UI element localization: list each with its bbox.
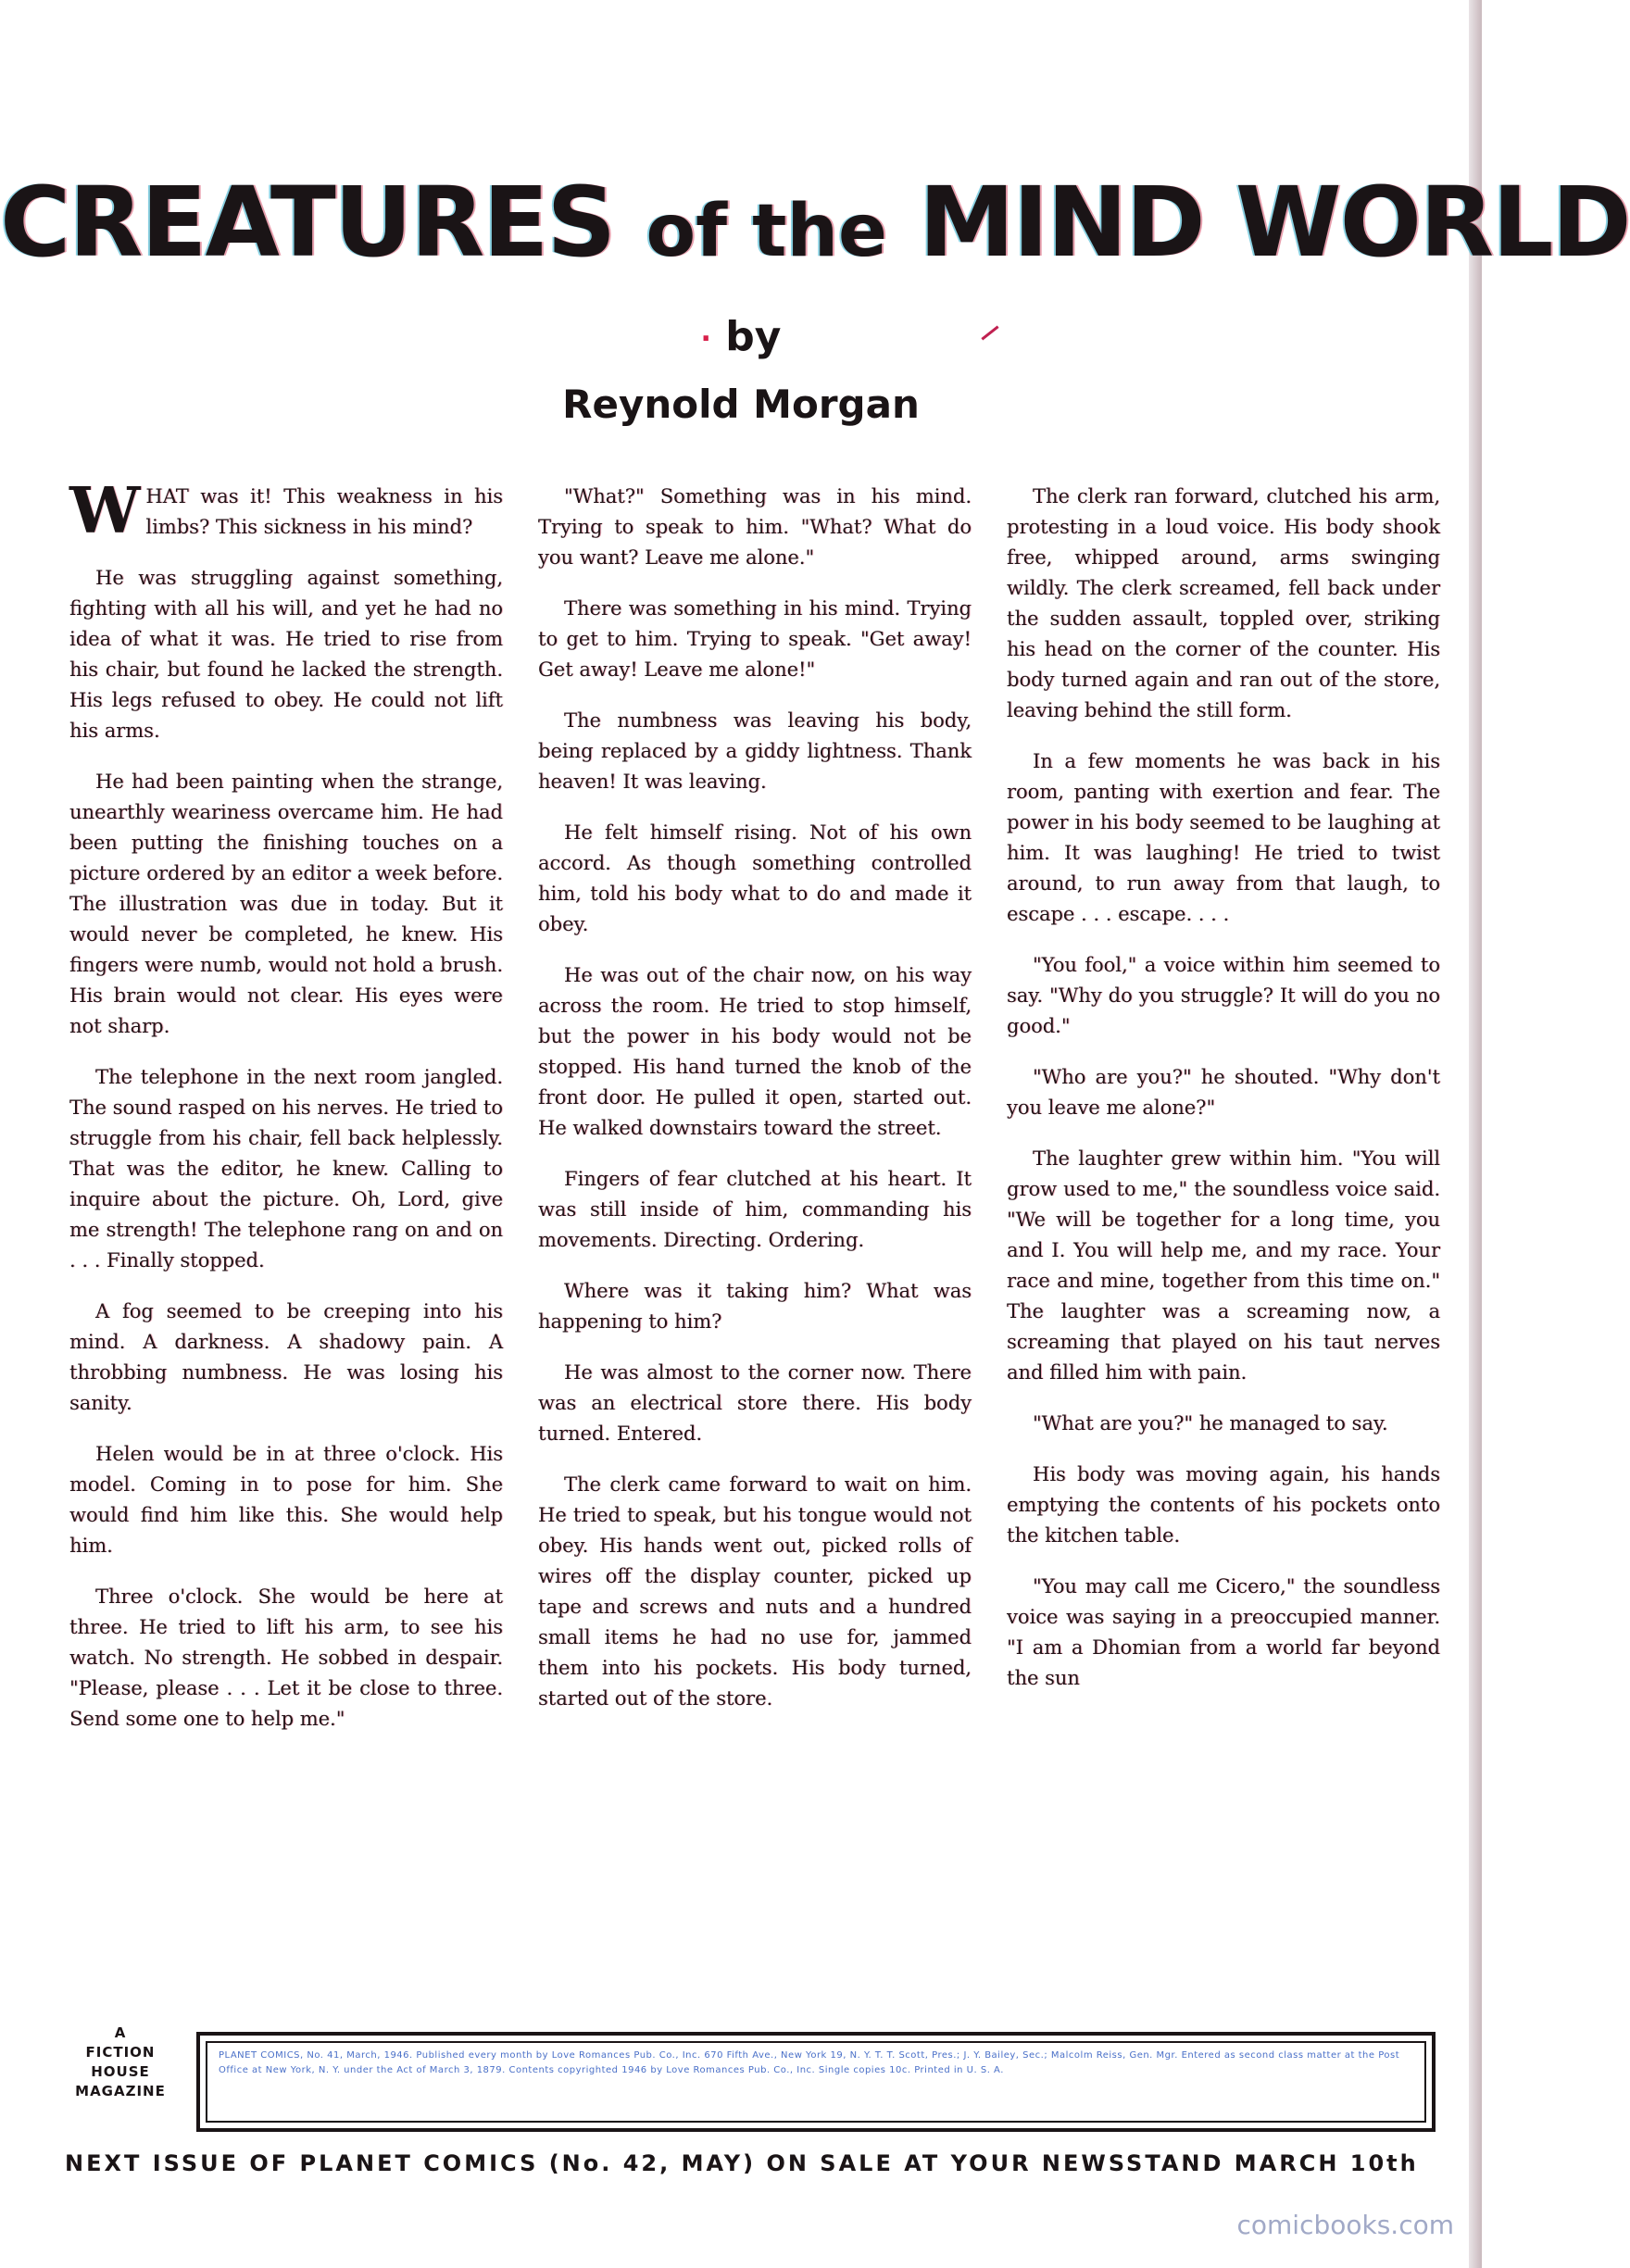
column-2 (538, 482, 972, 1926)
paragraph: "Who are you?" he shouted. "Why don't you leave me alone?" (1007, 1066, 1440, 1119)
paragraph: "What are you?" he managed to say. (1033, 1412, 1388, 1435)
title-part-2: of the (646, 190, 887, 273)
paragraph: He had been painting when the strange, unearthly weariness overcame him. He had been putting the finishing touches on a picture ordered by an editor a week before. The illustration was due in today. But it would never be completed, he knew. His fingers were numb, would not hold a brush. His brain would not clear. His eyes were not sharp. (69, 771, 503, 1037)
paragraph: The clerk came forward to wait on him. He tried to speak, but his tongue would not obey. His hands went out, picked rolls of wires off the display counter, picked up tape and screws and nuts and a hundred small items he had no use for, jammed them into his pockets. His body turned, started out of the store. (538, 1473, 972, 1710)
column-1 (69, 474, 503, 1926)
paragraph: Helen would be in at three o'clock. His model. Coming in to pose for him. She would find him like this. She would help him. (69, 1443, 503, 1557)
paragraph: The telephone in the next room jangled. The sound rasped on his nerves. He tried to struggle from his chair, fell back helplessly. That was the editor, he knew. Calling to inquire about the picture. Oh, Lord, give me strength! The telephone rang on and on . . . Finally stopped. (69, 1066, 503, 1272)
paragraph: "What?" Something was in his mind. Trying to speak to him. "What? What do you want? Leave me alone." (538, 485, 972, 569)
paragraph: In a few moments he was back in his room, panting with exertion and fear. The power in his body seemed to be laughing at him. It was laughing! He tried to twist around, to run away from that laugh, to escape . . . escape. . . . (1007, 750, 1440, 925)
logo-line: MAGAZINE (75, 2083, 166, 2099)
paragraph: He was out of the chair now, on his way across the room. He tried to stop himself, but the power in his body would not be stopped. His hand turned the knob of the front door. He pulled it open, started out. He walked downstairs toward the street. (538, 964, 972, 1139)
byline-text: by (725, 313, 782, 360)
paragraph: "You may call me Cicero," the soundless voice was saying in a preoccupied manner. "I am a Dhomian from a world far beyond the sun (1007, 1575, 1440, 1689)
paragraph: His body was moving again, his hands emptying the contents of his pockets onto the kitchen table. (1007, 1463, 1440, 1547)
title-part-1: CREATURES (0, 166, 615, 279)
fiction-house-logo (65, 2024, 176, 2101)
paragraph: He felt himself rising. Not of his own accord. As though something controlled him, told his body what to do and made it obey. (538, 821, 972, 935)
indicia-box (196, 2032, 1436, 2132)
indicia-text: PLANET COMICS, No. 41, March, 1946. Published every month by Love Romances Pub. Co., Inc. 670 Fifth Ave., New York 19, N. Y. T. T. Scott, Pres.; J. Y. Bailey, Sec.; Malcolm Reiss, Gen. Mgr. Entered as second class matter at the Post Office at New York, N. Y. under the Act of March 3, 1879. Contents copyrighted 1946 by Love Romances Pub. Co., Inc. Single copies 10c. Printed in U. S. A. (206, 2041, 1426, 2123)
logo-line: HOUSE (91, 2063, 150, 2080)
story-title (0, 162, 1630, 292)
byline (0, 313, 1482, 360)
column-3 (1007, 482, 1440, 1926)
paragraph: He was almost to the corner now. There was an electrical store there. His body turned. Entered. (538, 1361, 972, 1445)
paragraph: A fog seemed to be creeping into his mind. A darkness. A shadowy pain. A throbbing numbness. He was losing his sanity. (69, 1300, 503, 1414)
logo-line: A (114, 2024, 127, 2041)
next-issue-notice: NEXT ISSUE OF PLANET COMICS (No. 42, MAY) ON SALE AT YOUR NEWSSTAND MARCH 10th (65, 2150, 1419, 2176)
story-columns (69, 474, 1440, 1926)
paragraph: Where was it taking him? What was happening to him? (538, 1280, 972, 1333)
watermark: comicbooks.com (1236, 2210, 1454, 2240)
paragraph: Three o'clock. She would be here at three. He tried to lift his arm, to see his watch. No strength. He sobbed in despair. "Please, please . . . Let it be close to three. Send some one to help me." (69, 1585, 503, 1730)
paragraph (69, 474, 503, 548)
title-part-3: MIND WORLD (919, 166, 1630, 279)
author-name: Reynold Morgan (562, 382, 920, 427)
drop-cap: W (69, 474, 141, 548)
paragraph: "You fool," a voice within him seemed to say. "Why do you struggle? It will do you no good." (1007, 954, 1440, 1037)
logo-line: FICTION (85, 2044, 156, 2061)
paragraph: The numbness was leaving his body, being replaced by a giddy lightness. Thank heaven! It was leaving. (538, 709, 972, 793)
paragraph-text: HAT was it! This weakness in his limbs? This sickness in his mind? (145, 485, 503, 538)
paragraph: The laughter grew within him. "You will grow used to me," the soundless voice said. "We will be together for a long time, you and I. You will help me, and my race. Your race and mine, together from this time on." The laughter was a screaming now, a screaming that played on his taut nerves and filled him with pain. (1007, 1147, 1440, 1384)
paragraph: Fingers of fear clutched at his heart. It was still inside of him, commanding his movements. Directing. Ordering. (538, 1168, 972, 1251)
paragraph: There was something in his mind. Trying to get to him. Trying to speak. "Get away! Get away! Leave me alone!" (538, 597, 972, 681)
paragraph: He was struggling against something, fighting with all his will, and yet he had no idea of what it was. He tried to rise from his chair, but found he lacked the strength. His legs refused to obey. He could not lift his arms. (69, 567, 503, 742)
byline-dot: · (700, 322, 711, 356)
paragraph: The clerk ran forward, clutched his arm, protesting in a loud voice. His body shook free, whipped around, arms swinging wildly. The clerk screamed, fell back under the sudden assault, toppled over, striking his head on the corner of the counter. His body turned again and ran out of the store, leaving behind the still form. (1007, 485, 1440, 721)
